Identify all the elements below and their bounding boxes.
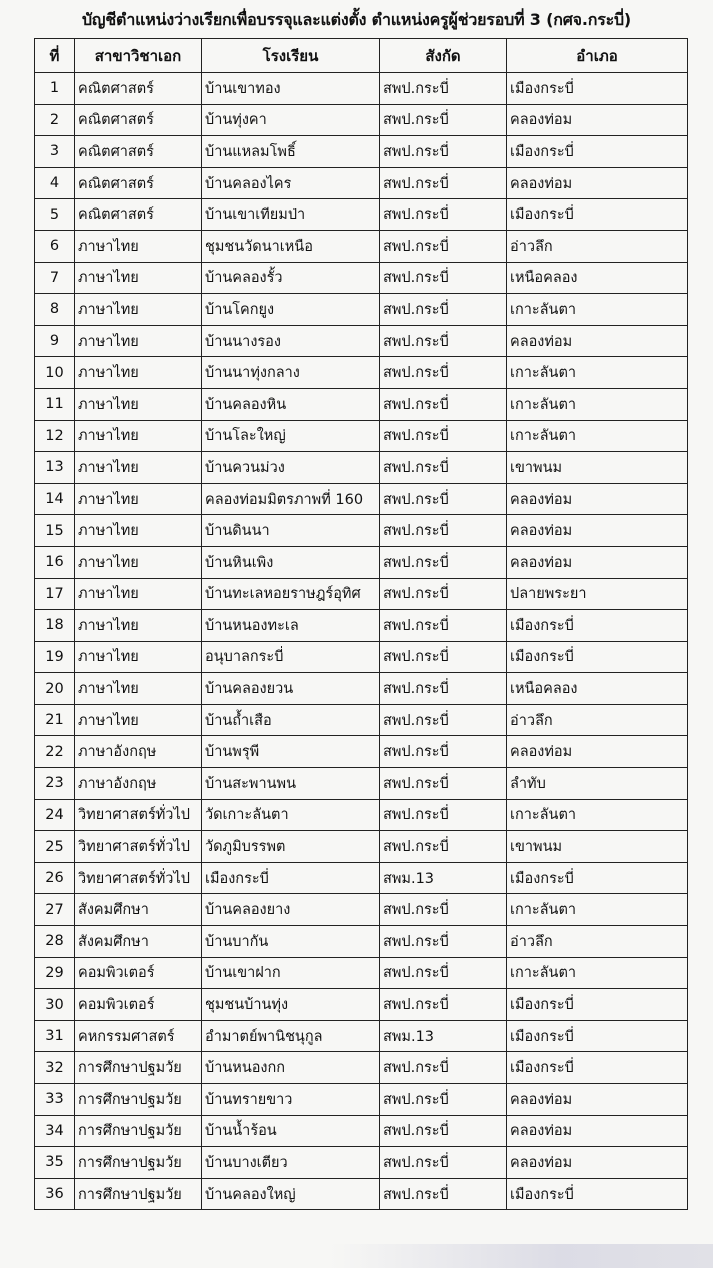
table-row bbox=[35, 641, 688, 673]
cell-number: 23 bbox=[35, 768, 75, 800]
cell-affiliation: สพป.กระบี่ bbox=[380, 1115, 507, 1147]
cell-number: 5 bbox=[35, 199, 75, 231]
cell-major: การศึกษาปฐมวัย bbox=[75, 1115, 202, 1147]
cell-school: บ้านโคกยูง bbox=[202, 294, 380, 326]
cell-number: 35 bbox=[35, 1147, 75, 1179]
cell-major: สังคมศึกษา bbox=[75, 894, 202, 926]
cell-school: บ้านทรายขาว bbox=[202, 1084, 380, 1116]
cell-school: บ้านดินนา bbox=[202, 515, 380, 547]
cell-school: อนุบาลกระบี่ bbox=[202, 641, 380, 673]
table-row bbox=[35, 199, 688, 231]
cell-district: เมืองกระบี่ bbox=[507, 989, 688, 1021]
cell-number: 33 bbox=[35, 1084, 75, 1116]
cell-number: 28 bbox=[35, 926, 75, 958]
cell-number: 13 bbox=[35, 452, 75, 484]
table-row bbox=[35, 357, 688, 389]
table-row bbox=[35, 483, 688, 515]
cell-major: ภาษาไทย bbox=[75, 641, 202, 673]
cell-district: คลองท่อม bbox=[507, 167, 688, 199]
cell-district: คลองท่อม bbox=[507, 1147, 688, 1179]
table-row bbox=[35, 1052, 688, 1084]
cell-school: บ้านสะพานพน bbox=[202, 768, 380, 800]
cell-school: วัดเกาะลันตา bbox=[202, 799, 380, 831]
table-row bbox=[35, 167, 688, 199]
cell-major: คหกรรมศาสตร์ bbox=[75, 1020, 202, 1052]
cell-affiliation: สพป.กระบี่ bbox=[380, 1178, 507, 1210]
cell-affiliation: สพป.กระบี่ bbox=[380, 1052, 507, 1084]
table-row bbox=[35, 894, 688, 926]
cell-district: เหนือคลอง bbox=[507, 262, 688, 294]
table-row bbox=[35, 862, 688, 894]
cell-school: บ้านเขาเทียมป่า bbox=[202, 199, 380, 231]
cell-school: บ้านคลองยวน bbox=[202, 673, 380, 705]
scan-smudge bbox=[330, 1244, 713, 1268]
cell-number: 32 bbox=[35, 1052, 75, 1084]
cell-affiliation: สพป.กระบี่ bbox=[380, 483, 507, 515]
cell-major: วิทยาศาสตร์ทั่วไป bbox=[75, 799, 202, 831]
cell-district: เขาพนม bbox=[507, 831, 688, 863]
cell-number: 3 bbox=[35, 136, 75, 168]
cell-number: 11 bbox=[35, 388, 75, 420]
cell-affiliation: สพม.13 bbox=[380, 1020, 507, 1052]
cell-major: ภาษาอังกฤษ bbox=[75, 736, 202, 768]
cell-affiliation: สพป.กระบี่ bbox=[380, 357, 507, 389]
cell-district: คลองท่อม bbox=[507, 104, 688, 136]
cell-major: ภาษาไทย bbox=[75, 483, 202, 515]
header-district: อำเภอ bbox=[507, 39, 688, 73]
cell-school: บ้านเขาฝาก bbox=[202, 957, 380, 989]
cell-district: เขาพนม bbox=[507, 452, 688, 484]
cell-number: 8 bbox=[35, 294, 75, 326]
cell-district: คลองท่อม bbox=[507, 546, 688, 578]
cell-affiliation: สพป.กระบี่ bbox=[380, 136, 507, 168]
cell-major: คอมพิวเตอร์ bbox=[75, 957, 202, 989]
cell-school: บ้านคลองรั้ว bbox=[202, 262, 380, 294]
cell-school: บ้านคลองใหญ่ bbox=[202, 1178, 380, 1210]
cell-school: บ้านนาทุ่งกลาง bbox=[202, 357, 380, 389]
cell-affiliation: สพป.กระบี่ bbox=[380, 104, 507, 136]
cell-number: 15 bbox=[35, 515, 75, 547]
cell-school: บ้านหินเพิง bbox=[202, 546, 380, 578]
cell-number: 7 bbox=[35, 262, 75, 294]
header-affiliation: สังกัด bbox=[380, 39, 507, 73]
cell-number: 20 bbox=[35, 673, 75, 705]
table-row bbox=[35, 1178, 688, 1210]
cell-number: 19 bbox=[35, 641, 75, 673]
cell-affiliation: สพป.กระบี่ bbox=[380, 388, 507, 420]
cell-district: อ่าวลึก bbox=[507, 704, 688, 736]
table-row bbox=[35, 1147, 688, 1179]
cell-affiliation: สพป.กระบี่ bbox=[380, 230, 507, 262]
cell-school: ชุมชนวัดนาเหนือ bbox=[202, 230, 380, 262]
table-row bbox=[35, 704, 688, 736]
cell-major: การศึกษาปฐมวัย bbox=[75, 1178, 202, 1210]
table-row bbox=[35, 452, 688, 484]
cell-district: อ่าวลึก bbox=[507, 230, 688, 262]
cell-affiliation: สพป.กระบี่ bbox=[380, 1147, 507, 1179]
cell-major: ภาษาไทย bbox=[75, 704, 202, 736]
cell-district: เมืองกระบี่ bbox=[507, 1178, 688, 1210]
cell-number: 21 bbox=[35, 704, 75, 736]
cell-major: ภาษาไทย bbox=[75, 578, 202, 610]
cell-major: ภาษาไทย bbox=[75, 388, 202, 420]
table-row bbox=[35, 325, 688, 357]
cell-affiliation: สพป.กระบี่ bbox=[380, 957, 507, 989]
cell-district: เหนือคลอง bbox=[507, 673, 688, 705]
cell-school: บ้านนางรอง bbox=[202, 325, 380, 357]
table-row bbox=[35, 831, 688, 863]
table-row bbox=[35, 989, 688, 1021]
table-row bbox=[35, 926, 688, 958]
cell-district: เมืองกระบี่ bbox=[507, 199, 688, 231]
cell-major: การศึกษาปฐมวัย bbox=[75, 1052, 202, 1084]
table-row bbox=[35, 610, 688, 642]
cell-school: บ้านหนองทะเล bbox=[202, 610, 380, 642]
table-row bbox=[35, 546, 688, 578]
cell-affiliation: สพป.กระบี่ bbox=[380, 894, 507, 926]
cell-affiliation: สพป.กระบี่ bbox=[380, 546, 507, 578]
cell-district: คลองท่อม bbox=[507, 483, 688, 515]
cell-major: ภาษาไทย bbox=[75, 262, 202, 294]
cell-district: เมืองกระบี่ bbox=[507, 136, 688, 168]
cell-affiliation: สพป.กระบี่ bbox=[380, 673, 507, 705]
table-row bbox=[35, 515, 688, 547]
cell-number: 1 bbox=[35, 73, 75, 105]
cell-district: คลองท่อม bbox=[507, 1084, 688, 1116]
cell-school: บ้านถ้ำเสือ bbox=[202, 704, 380, 736]
cell-district: ลำทับ bbox=[507, 768, 688, 800]
cell-school: บ้านโละใหญ่ bbox=[202, 420, 380, 452]
cell-affiliation: สพป.กระบี่ bbox=[380, 768, 507, 800]
table-row bbox=[35, 578, 688, 610]
cell-school: อำมาตย์พานิชนุกูล bbox=[202, 1020, 380, 1052]
cell-major: วิทยาศาสตร์ทั่วไป bbox=[75, 862, 202, 894]
header-major: สาขาวิชาเอก bbox=[75, 39, 202, 73]
cell-number: 12 bbox=[35, 420, 75, 452]
cell-affiliation: สพป.กระบี่ bbox=[380, 610, 507, 642]
cell-district: เมืองกระบี่ bbox=[507, 610, 688, 642]
vacancy-table bbox=[34, 38, 688, 1210]
cell-major: ภาษาไทย bbox=[75, 357, 202, 389]
cell-affiliation: สพป.กระบี่ bbox=[380, 73, 507, 105]
cell-number: 34 bbox=[35, 1115, 75, 1147]
cell-district: คลองท่อม bbox=[507, 325, 688, 357]
cell-affiliation: สพป.กระบี่ bbox=[380, 831, 507, 863]
cell-school: วัดภูมิบรรพต bbox=[202, 831, 380, 863]
cell-number: 30 bbox=[35, 989, 75, 1021]
cell-district: เกาะลันตา bbox=[507, 357, 688, 389]
cell-affiliation: สพป.กระบี่ bbox=[380, 799, 507, 831]
cell-district: คลองท่อม bbox=[507, 736, 688, 768]
table-row bbox=[35, 736, 688, 768]
cell-school: บ้านคลองยาง bbox=[202, 894, 380, 926]
cell-district: อ่าวลึก bbox=[507, 926, 688, 958]
cell-major: ภาษาไทย bbox=[75, 420, 202, 452]
document-title: บัญชีตำแหน่งว่างเรียกเพื่อบรรจุและแต่งตั้ง ตำแหน่งครูผู้ช่วยรอบที่ 3 (กศจ.กระบี่) bbox=[81, 10, 632, 29]
cell-affiliation: สพป.กระบี่ bbox=[380, 641, 507, 673]
cell-affiliation: สพป.กระบี่ bbox=[380, 199, 507, 231]
cell-number: 31 bbox=[35, 1020, 75, 1052]
table-row bbox=[35, 768, 688, 800]
cell-major: คอมพิวเตอร์ bbox=[75, 989, 202, 1021]
table-header-row bbox=[35, 39, 688, 73]
table-row bbox=[35, 1084, 688, 1116]
cell-district: เกาะลันตา bbox=[507, 388, 688, 420]
cell-affiliation: สพป.กระบี่ bbox=[380, 515, 507, 547]
cell-number: 10 bbox=[35, 357, 75, 389]
cell-affiliation: สพป.กระบี่ bbox=[380, 294, 507, 326]
cell-major: คณิตศาสตร์ bbox=[75, 104, 202, 136]
cell-number: 9 bbox=[35, 325, 75, 357]
cell-district: เมืองกระบี่ bbox=[507, 1020, 688, 1052]
cell-school: บ้านหนองกก bbox=[202, 1052, 380, 1084]
cell-major: ภาษาไทย bbox=[75, 546, 202, 578]
cell-number: 26 bbox=[35, 862, 75, 894]
cell-number: 14 bbox=[35, 483, 75, 515]
cell-major: คณิตศาสตร์ bbox=[75, 199, 202, 231]
cell-district: เมืองกระบี่ bbox=[507, 862, 688, 894]
cell-major: ภาษาอังกฤษ bbox=[75, 768, 202, 800]
cell-major: คณิตศาสตร์ bbox=[75, 167, 202, 199]
cell-major: ภาษาไทย bbox=[75, 515, 202, 547]
cell-affiliation: สพป.กระบี่ bbox=[380, 452, 507, 484]
table-row bbox=[35, 136, 688, 168]
cell-affiliation: สพป.กระบี่ bbox=[380, 420, 507, 452]
cell-school: ชุมชนบ้านทุ่ง bbox=[202, 989, 380, 1021]
cell-school: บ้านพรุพี bbox=[202, 736, 380, 768]
header-school: โรงเรียน bbox=[202, 39, 380, 73]
cell-major: คณิตศาสตร์ bbox=[75, 136, 202, 168]
cell-school: บ้านบากัน bbox=[202, 926, 380, 958]
table-row bbox=[35, 388, 688, 420]
cell-number: 25 bbox=[35, 831, 75, 863]
cell-major: การศึกษาปฐมวัย bbox=[75, 1147, 202, 1179]
cell-affiliation: สพป.กระบี่ bbox=[380, 325, 507, 357]
cell-affiliation: สพป.กระบี่ bbox=[380, 704, 507, 736]
cell-school: บ้านคลองหิน bbox=[202, 388, 380, 420]
cell-major: ภาษาไทย bbox=[75, 294, 202, 326]
cell-affiliation: สพป.กระบี่ bbox=[380, 736, 507, 768]
cell-affiliation: สพป.กระบี่ bbox=[380, 167, 507, 199]
table-row bbox=[35, 294, 688, 326]
cell-district: เมืองกระบี่ bbox=[507, 1052, 688, 1084]
table-row bbox=[35, 957, 688, 989]
cell-district: เกาะลันตา bbox=[507, 957, 688, 989]
cell-school: บ้านควนม่วง bbox=[202, 452, 380, 484]
cell-major: คณิตศาสตร์ bbox=[75, 73, 202, 105]
table-row bbox=[35, 104, 688, 136]
cell-major: ภาษาไทย bbox=[75, 452, 202, 484]
cell-affiliation: สพป.กระบี่ bbox=[380, 578, 507, 610]
table-row bbox=[35, 1115, 688, 1147]
cell-major: การศึกษาปฐมวัย bbox=[75, 1084, 202, 1116]
cell-affiliation: สพป.กระบี่ bbox=[380, 989, 507, 1021]
cell-school: บ้านทุ่งคา bbox=[202, 104, 380, 136]
header-number: ที่ bbox=[35, 39, 75, 73]
cell-number: 18 bbox=[35, 610, 75, 642]
cell-affiliation: สพป.กระบี่ bbox=[380, 262, 507, 294]
cell-major: ภาษาไทย bbox=[75, 230, 202, 262]
cell-number: 36 bbox=[35, 1178, 75, 1210]
cell-number: 6 bbox=[35, 230, 75, 262]
cell-school: คลองท่อมมิตรภาพที่ 160 bbox=[202, 483, 380, 515]
table-row bbox=[35, 799, 688, 831]
cell-number: 17 bbox=[35, 578, 75, 610]
cell-school: บ้านบางเตียว bbox=[202, 1147, 380, 1179]
cell-district: คลองท่อม bbox=[507, 1115, 688, 1147]
cell-number: 16 bbox=[35, 546, 75, 578]
cell-district: ปลายพระยา bbox=[507, 578, 688, 610]
cell-major: วิทยาศาสตร์ทั่วไป bbox=[75, 831, 202, 863]
table-row bbox=[35, 673, 688, 705]
cell-affiliation: สพป.กระบี่ bbox=[380, 926, 507, 958]
cell-school: บ้านน้ำร้อน bbox=[202, 1115, 380, 1147]
table-row bbox=[35, 230, 688, 262]
cell-district: เกาะลันตา bbox=[507, 294, 688, 326]
cell-district: เกาะลันตา bbox=[507, 894, 688, 926]
cell-major: ภาษาไทย bbox=[75, 673, 202, 705]
cell-school: เมืองกระบี่ bbox=[202, 862, 380, 894]
table-row bbox=[35, 1020, 688, 1052]
cell-major: สังคมศึกษา bbox=[75, 926, 202, 958]
cell-district: เมืองกระบี่ bbox=[507, 73, 688, 105]
cell-school: บ้านคลองไคร bbox=[202, 167, 380, 199]
table-row bbox=[35, 73, 688, 105]
cell-number: 29 bbox=[35, 957, 75, 989]
cell-affiliation: สพม.13 bbox=[380, 862, 507, 894]
cell-major: ภาษาไทย bbox=[75, 610, 202, 642]
table-row bbox=[35, 262, 688, 294]
cell-district: คลองท่อม bbox=[507, 515, 688, 547]
cell-district: เกาะลันตา bbox=[507, 420, 688, 452]
table-row bbox=[35, 420, 688, 452]
cell-number: 4 bbox=[35, 167, 75, 199]
cell-school: บ้านเขาทอง bbox=[202, 73, 380, 105]
cell-district: เกาะลันตา bbox=[507, 799, 688, 831]
cell-major: ภาษาไทย bbox=[75, 325, 202, 357]
cell-number: 2 bbox=[35, 104, 75, 136]
cell-number: 27 bbox=[35, 894, 75, 926]
cell-number: 24 bbox=[35, 799, 75, 831]
cell-school: บ้านแหลมโพธิ์ bbox=[202, 136, 380, 168]
cell-affiliation: สพป.กระบี่ bbox=[380, 1084, 507, 1116]
cell-district: เมืองกระบี่ bbox=[507, 641, 688, 673]
cell-school: บ้านทะเลหอยราษฎร์อุทิศ bbox=[202, 578, 380, 610]
cell-number: 22 bbox=[35, 736, 75, 768]
